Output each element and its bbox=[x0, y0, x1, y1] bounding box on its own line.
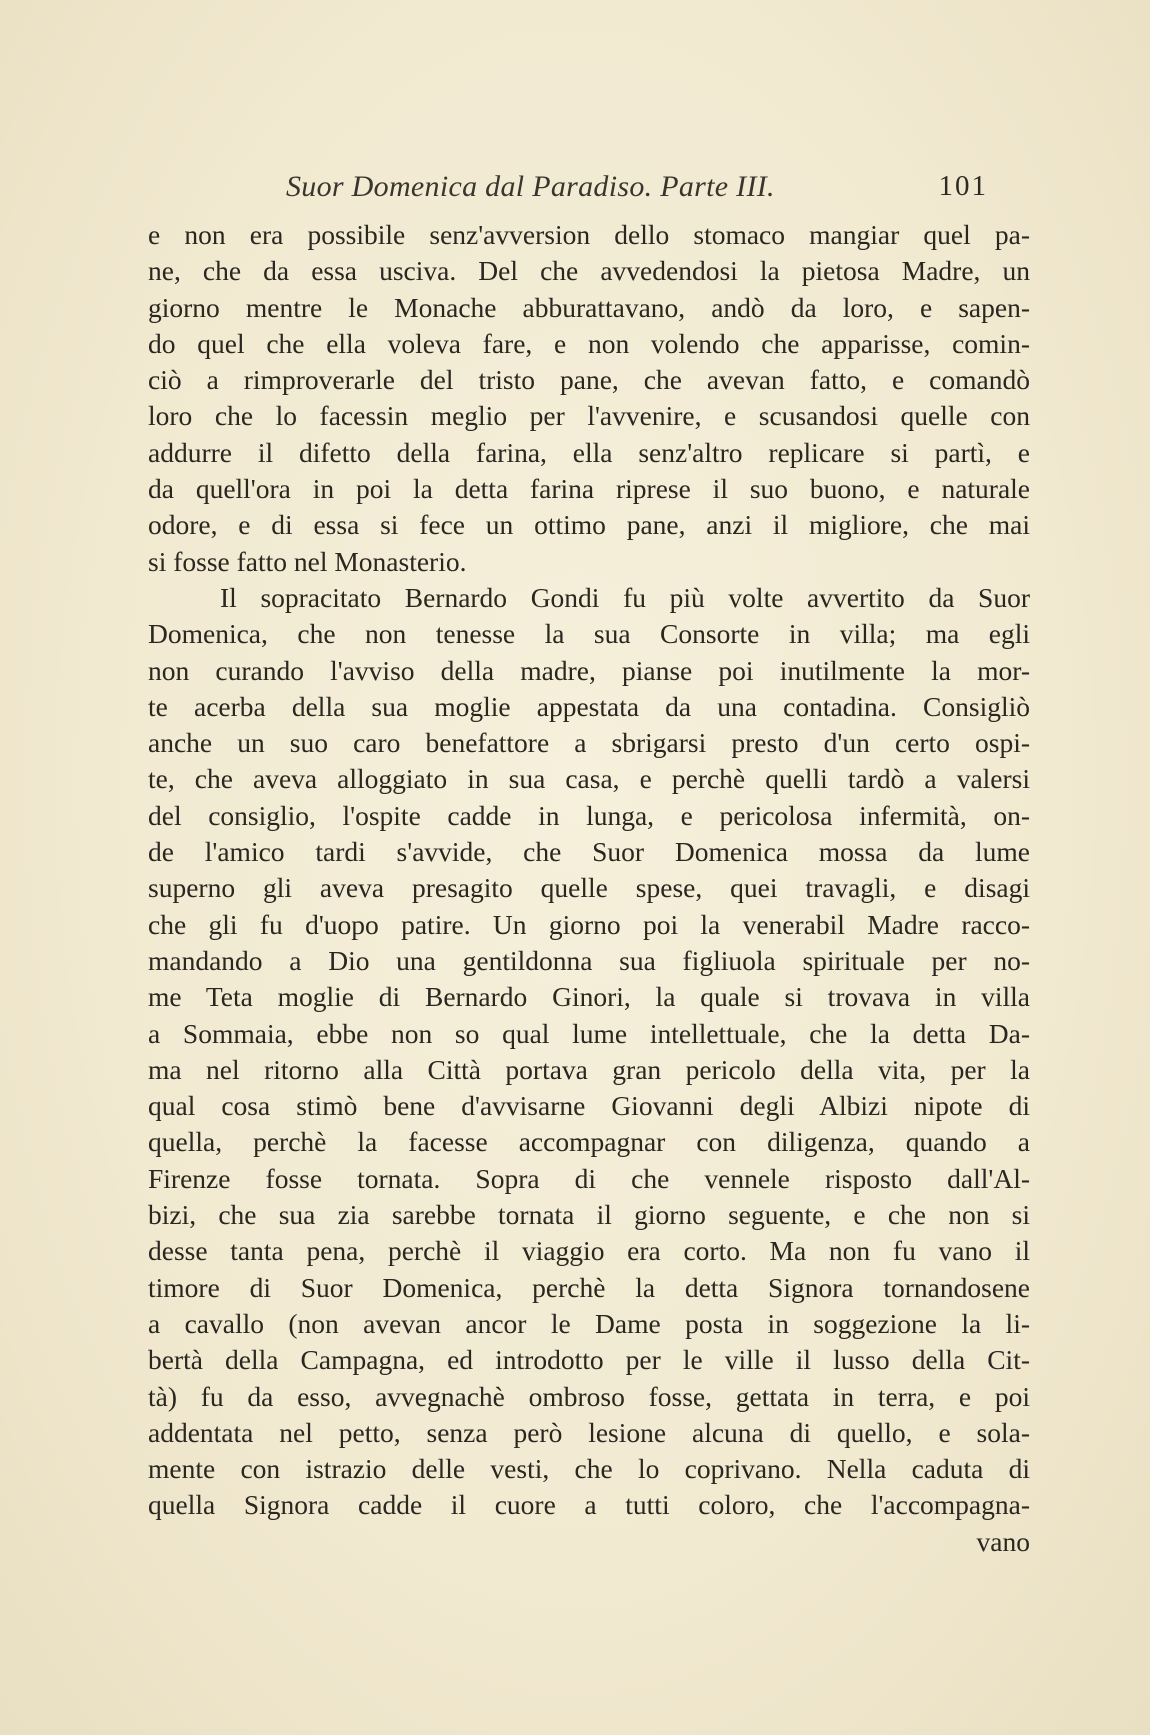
text-line: bizi, che sua zia sarebbe tornata il giorno seguente, e che non si bbox=[148, 1199, 1030, 1231]
text-line: anche un suo caro benefattore a sbrigarsi presto d'un certo ospi- bbox=[148, 727, 1030, 759]
text-line: qual cosa stimò bene d'avvisarne Giovanni degli Albizi nipote di bbox=[148, 1090, 1030, 1122]
text-line: ma nel ritorno alla Città portava gran pericolo della vita, per la bbox=[148, 1053, 1030, 1085]
text-line: del consiglio, l'ospite cadde in lunga, e pericolosa infermità, on- bbox=[148, 799, 1030, 831]
page-number: 101 bbox=[938, 170, 988, 202]
text-line: te, che aveva alloggiato in sua casa, e perchè quelli tardò a valersi bbox=[148, 763, 1030, 795]
text-line: mandando a Dio una gentildonna sua figliuola spirituale per no- bbox=[148, 944, 1030, 976]
running-title: Suor Domenica dal Paradiso. Parte III. bbox=[286, 170, 775, 203]
body-text bbox=[148, 217, 1030, 1560]
text-line: de l'amico tardi s'avvide, che Suor Domenica mossa da lume bbox=[148, 836, 1030, 868]
text-line: ciò a rimproverarle del tristo pane, che avevan fatto, e comandò bbox=[148, 364, 1030, 396]
text-line: bertà della Campagna, ed introdotto per le ville il lusso della Cit- bbox=[148, 1344, 1030, 1376]
text-line: Firenze fosse tornata. Sopra di che vennele risposto dall'Al- bbox=[148, 1162, 1030, 1194]
text-line: superno gli aveva presagito quelle spese, quei travagli, e disagi bbox=[148, 872, 1030, 904]
text-line: tà) fu da esso, avvegnachè ombroso fosse, gettata in terra, e poi bbox=[148, 1380, 1030, 1412]
text-line: da quell'ora in poi la detta farina riprese il suo buono, e naturale bbox=[148, 473, 1030, 505]
text-line: addentata nel petto, senza però lesione alcuna di quello, e sola- bbox=[148, 1416, 1030, 1448]
text-line: loro che lo facessin meglio per l'avvenire, e scusandosi quelle con bbox=[148, 400, 1030, 432]
text-line: quella Signora cadde il cuore a tutti coloro, che l'accompagna- bbox=[148, 1489, 1030, 1521]
text-line: e non era possibile senz'avversion dello stomaco mangiar quel pa- bbox=[148, 219, 1030, 250]
text-line: ne, che da essa usciva. Del che avvedendosi la pietosa Madre, un bbox=[148, 255, 1030, 287]
text-line: odore, e di essa si fece un ottimo pane, anzi il migliore, che mai bbox=[148, 509, 1030, 541]
text-line: non curando l'avviso della madre, pianse poi inutilmente la mor- bbox=[148, 654, 1030, 686]
catchword: vano bbox=[976, 1525, 1030, 1557]
text-line: a Sommaia, ebbe non so qual lume intellettuale, che la detta Da- bbox=[148, 1017, 1030, 1049]
text-line: quella, perchè la facesse accompagnar con diligenza, quando a bbox=[148, 1126, 1030, 1158]
text-line: che gli fu d'uopo patire. Un giorno poi la venerabil Madre racco- bbox=[148, 908, 1030, 940]
page-header bbox=[286, 170, 988, 210]
text-line: te acerba della sua moglie appestata da una contadina. Consigliò bbox=[148, 690, 1030, 722]
text-line: si fosse fatto nel Monasterio. bbox=[148, 545, 467, 577]
text-line: giorno mentre le Monache abburattavano, andò da loro, e sapen- bbox=[148, 291, 1030, 323]
text-line: addurre il difetto della farina, ella senz'altro replicare si partì, e bbox=[148, 436, 1030, 468]
text-line: desse tanta pena, perchè il viaggio era corto. Ma non fu vano il bbox=[148, 1235, 1030, 1267]
text-line: me Teta moglie di Bernardo Ginori, la quale si trovava in villa bbox=[148, 981, 1030, 1013]
text-line: mente con istrazio delle vesti, che lo coprivano. Nella caduta di bbox=[148, 1453, 1030, 1485]
text-line: timore di Suor Domenica, perchè la detta Signora tornandosene bbox=[148, 1271, 1030, 1303]
text-line: Domenica, che non tenesse la sua Consorte in villa; ma egli bbox=[148, 618, 1030, 650]
text-line: a cavallo (non avevan ancor le Dame posta in soggezione la li- bbox=[148, 1307, 1030, 1339]
text-line: Il sopracitato Bernardo Gondi fu più volte avvertito da Suor bbox=[220, 581, 1030, 613]
text-line: do quel che ella voleva fare, e non volendo che apparisse, comin- bbox=[148, 327, 1030, 359]
